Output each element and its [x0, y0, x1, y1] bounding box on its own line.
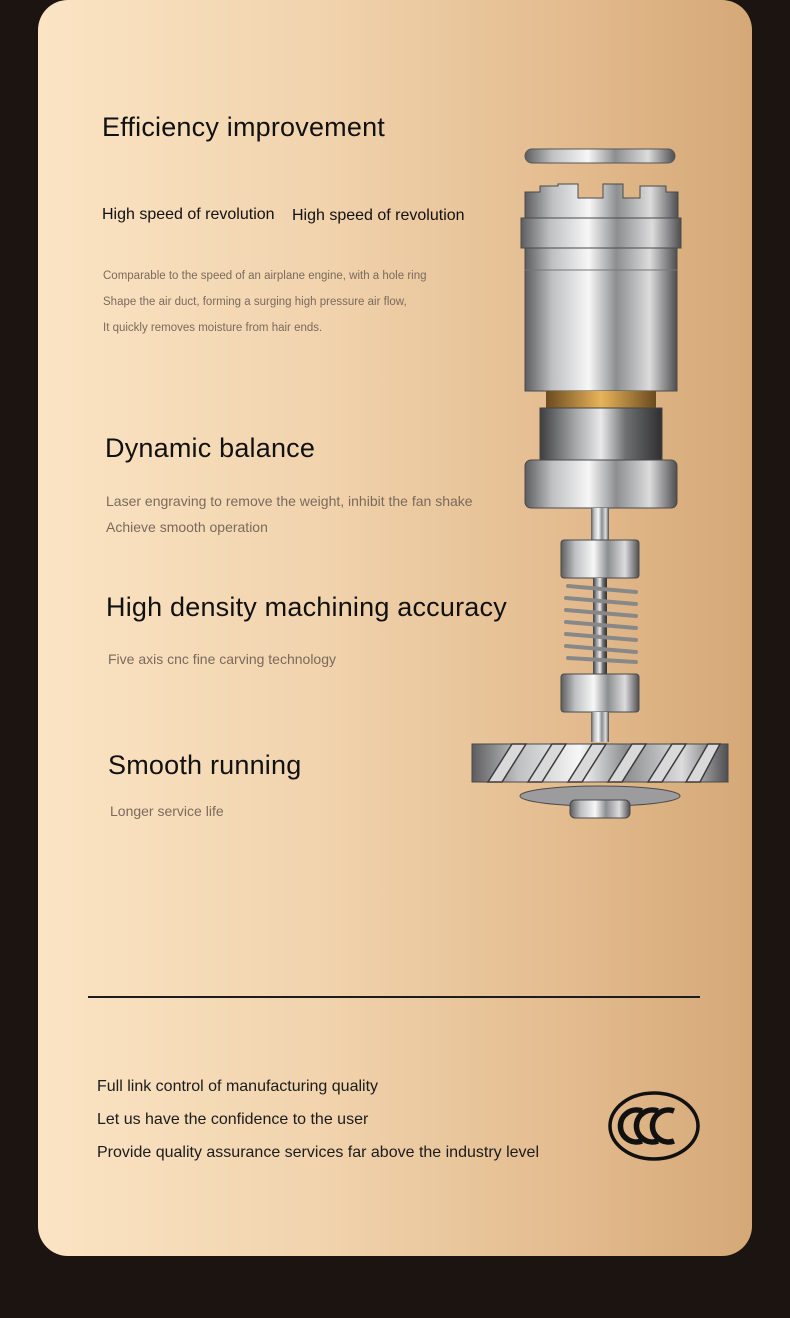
- section-divider: [88, 996, 700, 998]
- efficiency-subtitle-right: High speed of revolution: [292, 207, 465, 224]
- accuracy-line: Five axis cnc fine carving technology: [108, 651, 336, 667]
- efficiency-line-3: It quickly removes moisture from hair ends.: [103, 322, 323, 334]
- footer-line-3: Provide quality assurance services far above the industry level: [97, 1144, 539, 1161]
- efficiency-line-2: Shape the air duct, forming a surging high pressure air flow,: [103, 296, 407, 308]
- efficiency-subtitle-left: High speed of revolution: [102, 206, 275, 223]
- motor-illustration: [428, 140, 748, 830]
- footer-line-2: Let us have the confidence to the user: [97, 1111, 369, 1128]
- efficiency-title: Efficiency improvement: [102, 112, 386, 142]
- balance-line-2: Achieve smooth operation: [106, 519, 268, 535]
- product-card: [38, 0, 752, 1256]
- balance-title: Dynamic balance: [105, 433, 316, 463]
- efficiency-line-1: Comparable to the speed of an airplane engine, with a hole ring: [103, 270, 427, 282]
- balance-line-1: Laser engraving to remove the weight, inhibit the fan shake: [106, 493, 473, 509]
- smooth-title: Smooth running: [108, 750, 302, 780]
- ccc-certification-icon: [608, 1090, 700, 1162]
- smooth-line: Longer service life: [110, 803, 224, 819]
- footer-line-1: Full link control of manufacturing quality: [97, 1078, 379, 1095]
- accuracy-title: High density machining accuracy: [106, 592, 507, 622]
